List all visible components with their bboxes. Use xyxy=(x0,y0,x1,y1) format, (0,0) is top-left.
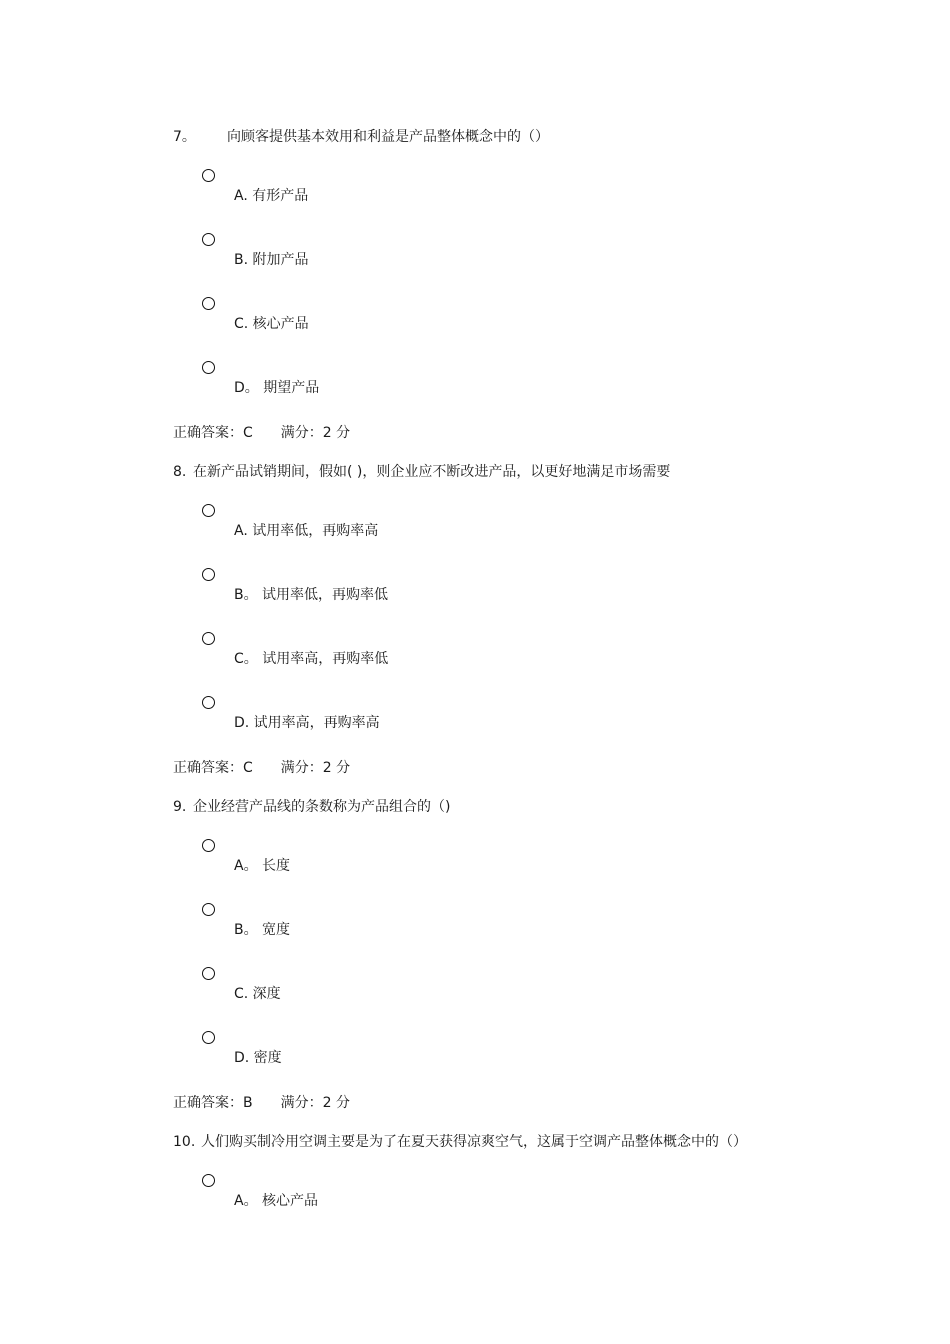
correct-answer: 正确答案：C xyxy=(173,425,253,441)
full-score: 满分：2 分 xyxy=(280,1095,350,1111)
radio-button[interactable] xyxy=(202,967,215,980)
radio-button[interactable] xyxy=(202,1031,215,1044)
option-label: B. 附加产品 xyxy=(234,252,309,268)
radio-button[interactable] xyxy=(202,297,215,310)
option-d xyxy=(0,696,950,736)
question-text: 人们购买制冷用空调主要是为了在夏天获得凉爽空气，这属于空调产品整体概念中的（） xyxy=(201,1134,747,1150)
question-number: 10. xyxy=(173,1134,196,1150)
radio-button[interactable] xyxy=(202,169,215,182)
question-stem xyxy=(173,463,670,481)
option-label: C. 深度 xyxy=(234,986,281,1002)
option-b xyxy=(0,568,950,608)
radio-button[interactable] xyxy=(202,504,215,517)
answer-line xyxy=(173,759,350,777)
option-label: A。 长度 xyxy=(234,858,291,874)
option-b xyxy=(0,233,950,273)
option-label: B。 宽度 xyxy=(234,922,291,938)
radio-button[interactable] xyxy=(202,632,215,645)
option-a xyxy=(0,839,950,879)
question-number: 9. xyxy=(173,799,187,815)
option-label: A。 核心产品 xyxy=(234,1193,319,1209)
option-a xyxy=(0,1174,950,1214)
option-c xyxy=(0,967,950,1007)
radio-button[interactable] xyxy=(202,361,215,374)
question-number: 8. xyxy=(173,464,187,480)
radio-button[interactable] xyxy=(202,568,215,581)
option-label: D。 期望产品 xyxy=(234,380,320,396)
radio-button[interactable] xyxy=(202,903,215,916)
radio-button[interactable] xyxy=(202,233,215,246)
option-c xyxy=(0,632,950,672)
option-c xyxy=(0,297,950,337)
full-score: 满分：2 分 xyxy=(280,760,351,776)
option-d xyxy=(0,361,950,401)
full-score: 满分：2 分 xyxy=(280,425,351,441)
radio-button[interactable] xyxy=(202,696,215,709)
radio-button[interactable] xyxy=(202,1174,215,1187)
question-text: 企业经营产品线的条数称为产品组合的（) xyxy=(193,799,451,815)
question-stem xyxy=(173,128,549,146)
correct-answer: 正确答案：B xyxy=(173,1095,253,1111)
correct-answer: 正确答案：C xyxy=(173,760,253,776)
answer-line xyxy=(173,1094,350,1112)
radio-button[interactable] xyxy=(202,839,215,852)
option-label: C. 核心产品 xyxy=(234,316,309,332)
question-stem xyxy=(173,798,450,816)
option-a xyxy=(0,169,950,209)
question-number: 7。 xyxy=(173,129,196,145)
option-a xyxy=(0,504,950,544)
option-label: A. 试用率低，再购率高 xyxy=(234,523,379,539)
option-label: B。 试用率低，再购率低 xyxy=(234,587,389,603)
option-label: D. 试用率高，再购率高 xyxy=(234,715,380,731)
option-label: A. 有形产品 xyxy=(234,188,309,204)
answer-line xyxy=(173,424,350,442)
question-stem xyxy=(173,1133,747,1151)
option-b xyxy=(0,903,950,943)
option-label: D. 密度 xyxy=(234,1050,282,1066)
option-d xyxy=(0,1031,950,1071)
option-label: C。 试用率高，再购率低 xyxy=(234,651,389,667)
question-text: 在新产品试销期间，假如( )，则企业应不断改进产品，以更好地满足市场需要 xyxy=(193,464,671,480)
question-text: 向顾客提供基本效用和利益是产品整体概念中的（） xyxy=(227,129,549,145)
